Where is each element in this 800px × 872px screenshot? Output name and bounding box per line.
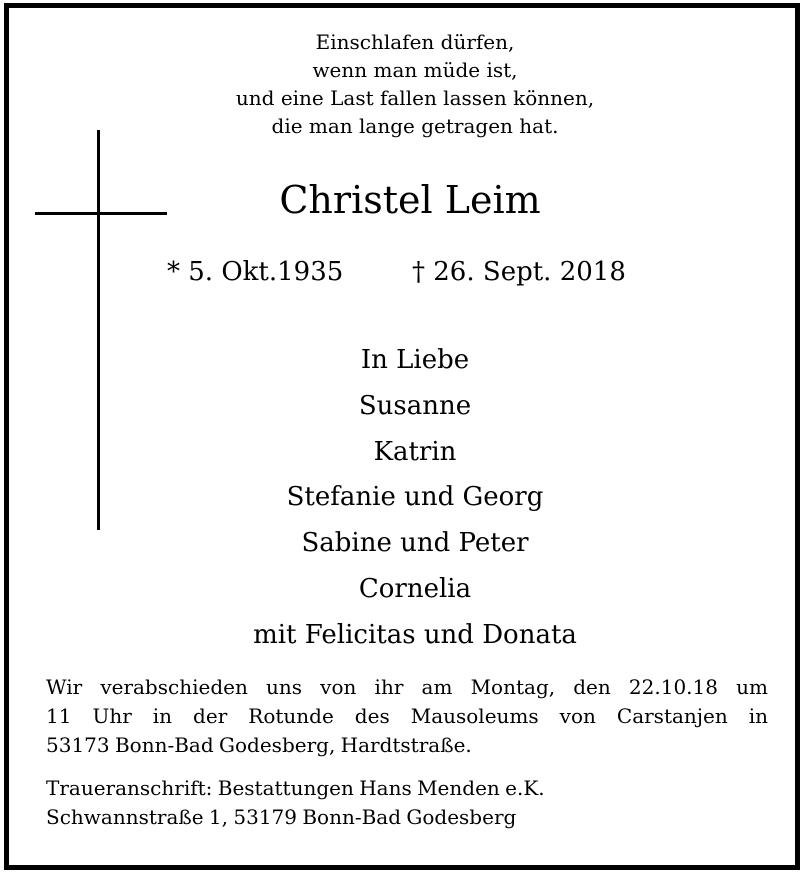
poem-line: wenn man müde ist, bbox=[312, 58, 518, 82]
funeral-notice-line: 11 Uhr in der Rotunde des Mausoleums von Carstanjen in bbox=[46, 704, 768, 728]
poem-line: und eine Last fallen lassen können, bbox=[235, 86, 595, 110]
cross-vertical-bar bbox=[97, 130, 100, 530]
death-date: † 26. Sept. 2018 bbox=[412, 257, 626, 287]
poem-line: die man lange getragen hat. bbox=[271, 114, 559, 138]
birth-date: * 5. Okt.1935 bbox=[167, 257, 344, 287]
funeral-notice-line: Wir verabschieden uns von ihr am Montag, den 22.10.18 um bbox=[46, 675, 768, 699]
funeral-notice-line: 53173 Bonn-Bad Godesberg, Hardtstraße. bbox=[46, 733, 472, 757]
mourners-list bbox=[160, 338, 670, 659]
funeral-notice bbox=[46, 673, 768, 760]
life-dates bbox=[120, 252, 720, 292]
poem bbox=[160, 28, 670, 140]
mourner-name: Stefanie und Georg bbox=[286, 482, 544, 513]
mourner-name: Katrin bbox=[373, 436, 457, 467]
mourner-name: mit Felicitas und Donata bbox=[253, 619, 577, 650]
mourning-address bbox=[46, 774, 766, 832]
mourner-name: Cornelia bbox=[358, 573, 472, 604]
mourning-address-line: Schwannstraße 1, 53179 Bonn-Bad Godesberg bbox=[46, 805, 517, 829]
cross-horizontal-bar bbox=[35, 212, 167, 215]
mourner-name: Sabine und Peter bbox=[301, 528, 529, 559]
deceased-name: Christel Leim bbox=[279, 178, 541, 222]
mourning-address-line: Traueranschrift: Bestattungen Hans Menden e.K. bbox=[46, 776, 545, 800]
mourner-name: Susanne bbox=[358, 390, 472, 421]
mourners-intro: In Liebe bbox=[360, 345, 470, 375]
poem-line: Einschlafen dürfen, bbox=[315, 30, 515, 54]
